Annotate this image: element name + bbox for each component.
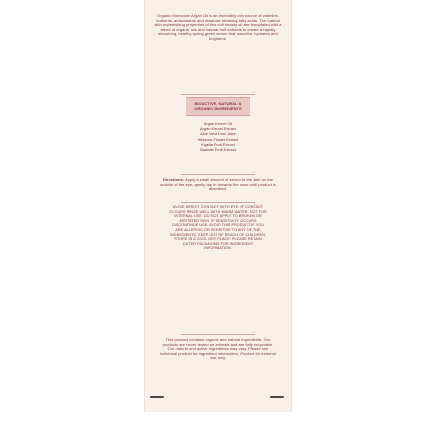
ingredient-item: Hibiscus Flower Extract — [197, 136, 239, 142]
directions-label: Directions: — [162, 177, 185, 182]
panel-edge-mark-right — [270, 396, 284, 398]
directions-text — [159, 178, 277, 192]
product-label-panel — [144, 0, 292, 412]
footer-disclaimer: This product contains organic and natural ingredients. Our products are never tested on animals and are fully recyclable. Our natural and active ingredients may vary. Please see individual product for ingredient information. Product for external use only. — [160, 337, 276, 361]
ingredients-banner — [186, 97, 250, 116]
divider-footer — [181, 334, 255, 335]
ingredient-item: Baobab Fruit Extract — [200, 147, 236, 153]
ingredients-banner-text: BIOACTIVE, NATURAL & ORGANIC INGREDIENTS — [194, 100, 242, 111]
warnings-text: AVOID DIRECT CONTACT WITH EYE. IF CONTACT OCCURS RINSE WELL WITH WARM WATER. NOT FOR INTERNAL USE. DO NOT APPLY TO BROKEN OR IRRITATED SKIN. IF SENSITIVITY OCCURS DISCONTINUE USE. AVOID THIS PRODUCT IF YOU ARE ALLERGIC OR SENSITIVE TO ANY OF THE INGREDIENTS. KEEP OUT OF REACH OF CHILDREN. STORE IN A COOL DRY PLACE. PLEASE RETAIN OUTER PACKAGING FOR INGREDIENT INFORMATION. — [169, 205, 267, 251]
ingredient-item: Kigelia Fruit Extract — [201, 141, 235, 147]
ingredient-item: Argan Kernel Extract — [200, 126, 236, 132]
panel-edge-mark-left — [150, 396, 164, 398]
intro-description: Organic Moroccan Argan Oil is an incredibly rich source of vitamins, nutrients, antioxidants and moisture-retaining fatty acids. The natural skin-replenishing properties of this cult beauty oil are formulated with a blend of organic oils and natural fruit extracts to create a rapidly absorbing, healthy spring green serum that smooths, hydrates and brightens. — [154, 13, 282, 41]
divider-top — [181, 94, 255, 95]
directions-body: Apply a small amount of serum to the skin on the outside of the eye, gently tap in towards the nose until product is absorbed. — [160, 177, 276, 192]
ingredient-list — [177, 121, 259, 152]
ingredient-item: Aloe Vera Leaf Juice — [200, 131, 236, 137]
divider-warnings — [181, 202, 255, 203]
ingredient-item: Argan Kernel Oil — [203, 121, 233, 126]
divider-directions — [181, 174, 255, 175]
